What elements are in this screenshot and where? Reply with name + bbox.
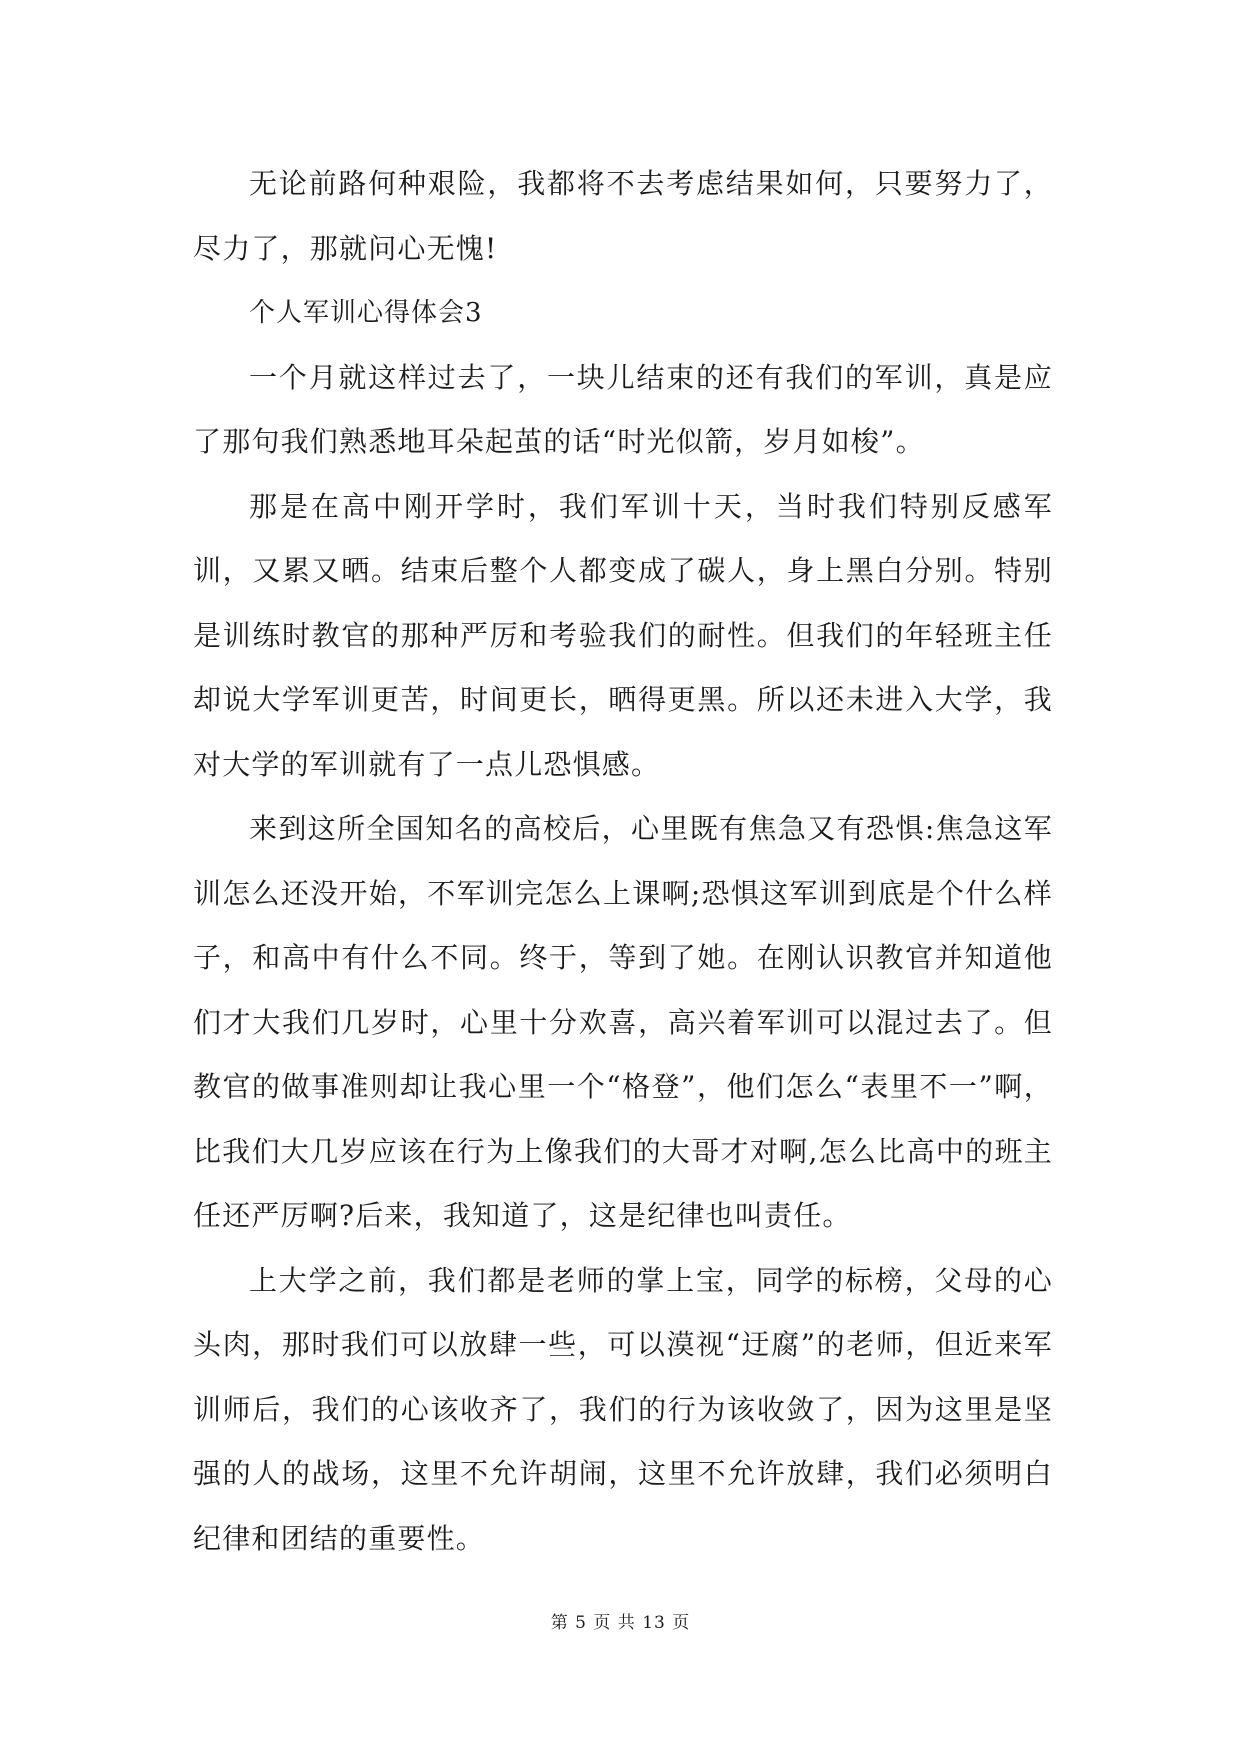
footer-middle: 页 共: [593, 1613, 636, 1633]
page-footer: [0, 1608, 1241, 1633]
footer-prefix: 第: [550, 1613, 569, 1633]
paragraph-1: 无论前路何种艰险，我都将不去考虑结果如何，只要努力了，尽力了，那就问心无愧!: [193, 167, 1053, 265]
footer-current-page: 5: [575, 1613, 587, 1633]
footer-total-pages: 13: [642, 1613, 666, 1633]
paragraph-5: 上大学之前，我们都是老师的掌上宝，同学的标榜，父母的心头肉，那时我们可以放肆一些，可以漠视“迂腐”的老师，但近来军训师后，我们的心该收齐了，我们的行为该收敛了，因为这里是坚强的人的战场，这里不允许胡闹，这里不允许放肆，我们必须明白纪律和团结的重要性。: [193, 1263, 1053, 1555]
paragraph-3: 那是在高中刚开学时，我们军训十天，当时我们特别反感军训，又累又晒。结束后整个人都变成了碳人，身上黑白分别。特别是训练时教官的那种严厉和考验我们的耐性。但我们的年轻班主任却说大学军训更苦，时间更长，晒得更黑。所以还未进入大学，我对大学的军训就有了一点儿恐惧感。: [193, 489, 1053, 781]
footer-suffix: 页: [672, 1613, 691, 1633]
paragraph-2: 一个月就这样过去了，一块儿结束的还有我们的军训，真是应了那句我们熟悉地耳朵起茧的话“时光似箭，岁月如梭”。: [193, 360, 1053, 458]
section-heading: 个人军训心得体会3: [249, 298, 483, 328]
document-body: [193, 152, 1053, 1571]
paragraph-4: 来到这所全国知名的高校后，心里既有焦急又有恐惧:焦急这军训怎么还没开始，不军训完怎么上课啊;恐惧这军训到底是个什么样子，和高中有什么不同。终于，等到了她。在刚认识教官并知道他们才大我们几岁时，心里十分欢喜，高兴着军训可以混过去了。但教官的做事准则却让我心里一个“格登”，他们怎么“表里不一”啊，比我们大几岁应该在行为上像我们的大哥才对啊,怎么比高中的班主任还严厉啊?后来，我知道了，这是纪律也叫责任。: [193, 812, 1053, 1232]
